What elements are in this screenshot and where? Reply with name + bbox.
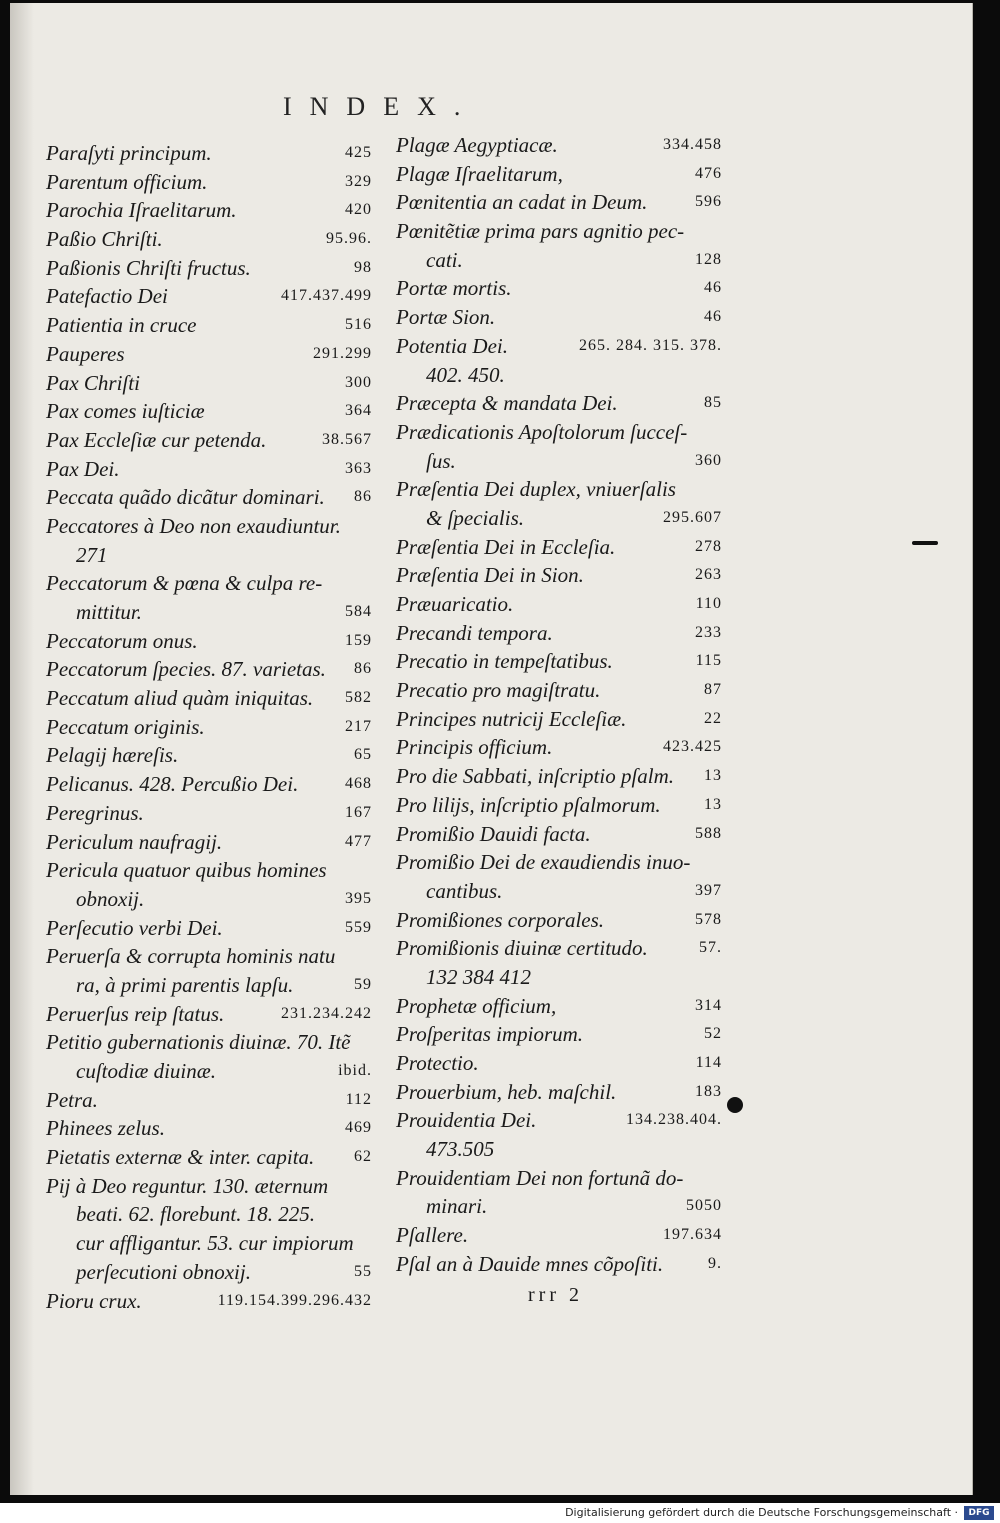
entry-text: Peregrinus. — [46, 800, 144, 825]
entry-page-ref: 263 — [695, 566, 722, 584]
dfg-logo: DFG — [964, 1506, 994, 1520]
entry-page-ref: 114 — [695, 1054, 722, 1071]
index-entry — [46, 1000, 372, 1029]
index-entry — [46, 1229, 372, 1258]
index-entry — [46, 1028, 372, 1057]
index-entry — [396, 1192, 722, 1221]
entry-page-ref: 98 — [354, 258, 372, 276]
index-entry — [396, 705, 722, 734]
entry-page-ref: ibid. — [338, 1062, 372, 1079]
entry-text: Prædicationis Apoſtolorum ſucceſ- — [396, 419, 688, 444]
entry-text: Peccatum originis. — [46, 714, 205, 739]
entry-text: Pelicanus. 428. Percußio Dei. — [46, 772, 299, 797]
index-entry — [46, 971, 372, 1000]
index-entry — [396, 188, 722, 217]
entry-text: Peruerſa & corrupta hominis natu — [46, 944, 336, 969]
entry-text: cuſtodiæ diuinæ. — [76, 1059, 217, 1083]
entry-text: Paßionis Chriſti fructus. — [46, 255, 251, 280]
index-entry — [396, 1020, 722, 1049]
index-entry — [46, 225, 372, 254]
entry-page-ref: 420 — [345, 201, 372, 219]
index-entry — [396, 934, 722, 963]
index-column-right — [396, 131, 722, 1279]
index-entry — [396, 963, 722, 992]
index-entry — [46, 311, 372, 340]
entry-text: Petra. — [46, 1087, 98, 1112]
page-gutter — [10, 3, 34, 1495]
index-entry — [46, 397, 372, 426]
entry-text: perſecutioni obnoxij. — [76, 1259, 251, 1284]
entry-text: Principes nutricij Eccleſiæ. — [396, 706, 627, 731]
index-entry — [46, 914, 372, 943]
index-entry — [46, 512, 372, 541]
entry-text: Pij à Deo reguntur. 130. æternum — [46, 1173, 329, 1198]
entry-text: Pericula quatuor quibus homines — [46, 858, 327, 883]
entry-page-ref: 62 — [354, 1148, 372, 1166]
entry-text: Peccata quãdo dicãtur dominari. — [46, 485, 325, 510]
entry-page-ref: 5050 — [686, 1197, 722, 1215]
entry-text: Prouidentiam Dei non fortunã do- — [396, 1165, 684, 1190]
entry-page-ref: 516 — [345, 316, 372, 334]
entry-page-ref: 417.437.499 — [281, 287, 372, 305]
ink-blot — [727, 1097, 743, 1113]
entry-page-ref: 95.96. — [326, 230, 372, 248]
index-entry — [46, 598, 372, 627]
entry-page-ref: 13 — [704, 795, 722, 813]
entry-text: Perſecutio verbi Dei. — [46, 915, 223, 940]
index-entry — [46, 885, 372, 914]
index-entry — [46, 282, 372, 311]
entry-text: Parentum officium. — [46, 169, 208, 194]
entry-page-ref: 57. — [699, 939, 722, 957]
index-entry — [396, 906, 722, 935]
entry-page-ref: 231.234.242 — [281, 1004, 372, 1022]
entry-text: Precandi tempora. — [396, 620, 553, 645]
index-entry — [46, 1114, 372, 1143]
index-entry — [396, 992, 722, 1021]
entry-page-ref: 110 — [695, 595, 722, 612]
entry-page-ref: 265. 284. 315. 378. — [579, 336, 722, 354]
entry-page-ref: 9. — [708, 1254, 722, 1272]
entry-page-ref: 468 — [345, 775, 372, 793]
entry-page-ref: 159 — [345, 631, 372, 649]
index-entry — [46, 569, 372, 598]
entry-page-ref: 167 — [345, 803, 372, 821]
entry-page-ref: 395 — [345, 889, 372, 907]
index-entry — [396, 1250, 722, 1279]
index-entry — [396, 733, 722, 762]
index-entry — [46, 369, 372, 398]
entry-page-ref: 46 — [704, 308, 722, 326]
entry-text: Præuaricatio. — [396, 592, 514, 616]
entry-text: Potentia Dei. — [396, 333, 508, 358]
entry-page-ref: 278 — [695, 537, 722, 555]
index-entry — [396, 848, 722, 877]
entry-text: Peccatum aliud quàm iniquitas. — [46, 686, 314, 711]
entry-text: Precatio in tempeſtatibus. — [396, 649, 613, 674]
entry-page-ref: 85 — [704, 394, 722, 412]
entry-text: Promißionis diuinæ certitudo. — [396, 936, 648, 961]
entry-page-ref: 559 — [345, 918, 372, 936]
entry-page-ref: 363 — [345, 459, 372, 477]
entry-text: Patientia in cruce — [46, 313, 197, 338]
index-entry — [46, 1200, 372, 1229]
index-entry — [396, 762, 722, 791]
entry-text: Pſallere. — [396, 1223, 469, 1248]
entry-text: cur affligantur. 53. cur impiorum — [76, 1231, 354, 1256]
index-entry — [46, 1258, 372, 1287]
index-entry — [396, 1078, 722, 1107]
entry-text: Promißiones corporales. — [396, 907, 605, 932]
entry-text: beati. 62. florebunt. 18. 225. — [76, 1202, 315, 1227]
index-entry — [396, 590, 722, 619]
index-entry — [396, 1106, 722, 1135]
entry-text: Promißio Dauidi facta. — [396, 821, 591, 846]
entry-text: Præcepta & mandata Dei. — [396, 391, 618, 416]
entry-text: Pauperes — [46, 341, 125, 366]
index-entry — [396, 1164, 722, 1193]
index-entry — [396, 561, 722, 590]
entry-page-ref: 86 — [354, 488, 372, 506]
entry-text: Plagæ Iſraelitarum, — [396, 161, 563, 186]
index-entry — [46, 196, 372, 225]
index-entry — [396, 274, 722, 303]
index-entry — [396, 246, 722, 275]
index-entry — [396, 877, 722, 906]
index-entry — [46, 1143, 372, 1172]
entry-page-ref: 329 — [345, 172, 372, 190]
index-entry — [396, 418, 722, 447]
entry-text: Protectio. — [396, 1051, 479, 1075]
entry-page-ref: 397 — [695, 881, 722, 899]
entry-page-ref: 52 — [704, 1025, 722, 1043]
entry-text: Prouidentia Dei. — [396, 1108, 537, 1133]
entry-text: Principis officium. — [396, 735, 553, 760]
footer-credit: Digitalisierung gefördert durch die Deutsche Forschungsgemeinschaft · — [565, 1506, 958, 1519]
entry-page-ref: 22 — [704, 709, 722, 727]
index-entry — [396, 791, 722, 820]
entry-page-ref: 360 — [695, 451, 722, 469]
entry-page-ref: 582 — [345, 689, 372, 707]
entry-text: Pœnitentia an cadat in Deum. — [396, 190, 648, 215]
entry-page-ref: 469 — [345, 1119, 372, 1137]
entry-text: Pro die Sabbati, inſcriptio pſalm. — [396, 764, 675, 789]
index-entry — [396, 504, 722, 533]
index-entry — [46, 741, 372, 770]
entry-text: Parochia Iſraelitarum. — [46, 198, 237, 223]
entry-page-ref: 112 — [345, 1090, 372, 1108]
entry-page-ref: 291.299 — [313, 344, 372, 362]
entry-text: Phinees zelus. — [46, 1116, 165, 1141]
entry-text: Præſentia Dei in Sion. — [396, 563, 584, 588]
entry-page-ref: 55 — [354, 1262, 372, 1280]
index-entry — [46, 942, 372, 971]
index-entry — [46, 828, 372, 857]
index-entry — [396, 820, 722, 849]
entry-text: Peccatorum onus. — [46, 628, 198, 653]
index-entry — [46, 483, 372, 512]
index-entry — [396, 447, 722, 476]
entry-text: cati. — [426, 247, 463, 272]
entry-text: Præſentia Dei in Eccleſia. — [396, 534, 616, 559]
entry-page-ref: 59 — [354, 975, 372, 993]
entry-text: Patefactio Dei — [46, 284, 168, 309]
index-entry — [396, 1221, 722, 1250]
entry-page-ref: 476 — [695, 164, 722, 182]
index-entry — [46, 168, 372, 197]
index-entry — [396, 475, 722, 504]
entry-text: Prophetæ officium, — [396, 993, 557, 1018]
entry-text: Periculum naufragij. — [46, 829, 223, 854]
index-column-left — [46, 139, 372, 1315]
entry-page-ref: 128 — [695, 250, 722, 268]
index-entry — [396, 160, 722, 189]
entry-text: Peruerſus reip ſtatus. — [46, 1001, 225, 1026]
index-entry — [396, 389, 722, 418]
index-entry — [46, 1057, 372, 1086]
entry-page-ref: 119.154.399.296.432 — [217, 1291, 372, 1309]
index-entry — [46, 139, 372, 168]
entry-text: Portæ mortis. — [396, 276, 512, 301]
entry-text: Pœnitẽtiæ prima pars agnitio pec- — [396, 219, 685, 244]
index-entry — [46, 340, 372, 369]
ink-mark — [912, 541, 938, 545]
entry-text: Pax Dei. — [46, 456, 120, 481]
entry-text: Plagæ Aegyptiacæ. — [396, 133, 558, 157]
index-entry — [46, 426, 372, 455]
entry-page-ref: 197.634 — [663, 1226, 722, 1244]
entry-page-ref: 134.238.404. — [626, 1111, 722, 1129]
index-entry — [46, 713, 372, 742]
entry-page-ref: 13 — [704, 767, 722, 785]
entry-text: ſus. — [426, 448, 456, 473]
entry-text: Præſentia Dei duplex, vniuerſalis — [396, 477, 676, 502]
entry-text: Pioru crux. — [46, 1288, 142, 1313]
entry-text: Pelagij hæreſis. — [46, 743, 179, 768]
entry-text: Paßio Chriſti. — [46, 227, 163, 252]
index-entry — [46, 799, 372, 828]
entry-page-ref: 477 — [345, 832, 372, 850]
index-entry — [396, 303, 722, 332]
entry-page-ref: 425 — [345, 144, 372, 161]
entry-text: minari. — [426, 1194, 488, 1219]
entry-text: Pax comes iuſticiæ — [46, 399, 205, 424]
index-entry — [46, 770, 372, 799]
footer-bar — [0, 1503, 1000, 1523]
index-entry — [46, 627, 372, 656]
entry-text: Peccatores à Deo non exaudiuntur. — [46, 513, 341, 538]
signature-mark: rrr 2 — [528, 1284, 583, 1306]
entry-text: ra, à primi parentis lapſu. — [76, 972, 294, 997]
entry-text: Prouerbium, heb. maſchil. — [396, 1079, 617, 1104]
index-entry — [396, 533, 722, 562]
entry-page-ref: 65 — [354, 746, 372, 764]
entry-text: Pro lilijs, inſcriptio pſalmorum. — [396, 792, 661, 817]
index-entry — [396, 647, 722, 676]
index-entry — [396, 1049, 722, 1078]
entry-page-ref: 314 — [695, 996, 722, 1014]
entry-text: Proſperitas impiorum. — [396, 1022, 584, 1047]
entry-page-ref: 300 — [345, 373, 372, 391]
entry-text: obnoxij. — [76, 886, 145, 911]
entry-text: cantibus. — [426, 878, 503, 903]
entry-text: 132 384 412 — [426, 964, 531, 989]
index-entry — [46, 856, 372, 885]
entry-text: 402. 450. — [426, 362, 505, 387]
entry-page-ref: 588 — [695, 824, 722, 842]
index-entry — [46, 1287, 372, 1316]
entry-page-ref: 217 — [345, 717, 372, 735]
entry-page-ref: 596 — [695, 193, 722, 211]
entry-text: Peccatorum & pœna & culpa re- — [46, 571, 323, 596]
entry-page-ref: 364 — [345, 402, 372, 420]
index-entry — [396, 332, 722, 361]
entry-text: 271 — [76, 542, 108, 567]
entry-text: Portæ Sion. — [396, 305, 496, 330]
index-entry — [46, 541, 372, 570]
entry-page-ref: 334.458 — [663, 136, 722, 153]
entry-page-ref: 38.567 — [322, 430, 372, 448]
entry-page-ref: 423.425 — [663, 738, 722, 756]
index-entry — [46, 1086, 372, 1115]
index-entry — [46, 684, 372, 713]
entry-text: mittitur. — [76, 600, 142, 624]
entry-text: Precatio pro magiſtratu. — [396, 678, 601, 703]
index-entry — [396, 676, 722, 705]
index-entry — [46, 455, 372, 484]
entry-page-ref: 46 — [704, 279, 722, 297]
entry-text: Promißio Dei de exaudiendis inuo- — [396, 850, 691, 875]
entry-text: Peccatorum ſpecies. 87. varietas. — [46, 657, 326, 682]
entry-text: & ſpecialis. — [426, 505, 524, 530]
entry-text: Pax Eccleſiæ cur petenda. — [46, 427, 267, 452]
entry-text: Pax Chriſti — [46, 370, 140, 395]
index-entry — [396, 1135, 722, 1164]
entry-text: Paraſyti principum. — [46, 141, 212, 165]
index-entry — [396, 217, 722, 246]
entry-page-ref: 86 — [354, 660, 372, 678]
entry-page-ref: 295.607 — [663, 508, 722, 526]
index-entry — [396, 361, 722, 390]
index-entry — [46, 254, 372, 283]
entry-page-ref: 584 — [345, 603, 372, 620]
index-entry — [46, 655, 372, 684]
entry-page-ref: 183 — [695, 1082, 722, 1100]
entry-text: Pſal an à Dauide mnes cõpoſiti. — [396, 1251, 664, 1276]
entry-page-ref: 233 — [695, 623, 722, 641]
index-entry — [396, 131, 722, 160]
index-entry — [46, 1172, 372, 1201]
index-entry — [396, 619, 722, 648]
entry-page-ref: 578 — [695, 910, 722, 928]
entry-page-ref: 87 — [704, 681, 722, 699]
page-header: INDEX. — [283, 92, 479, 121]
entry-page-ref: 115 — [695, 652, 722, 670]
entry-text: Petitio gubernationis diuinæ. 70. Itẽ — [46, 1030, 351, 1055]
entry-text: Pietatis externæ & inter. capita. — [46, 1145, 315, 1170]
entry-text: 473.505 — [426, 1137, 495, 1162]
